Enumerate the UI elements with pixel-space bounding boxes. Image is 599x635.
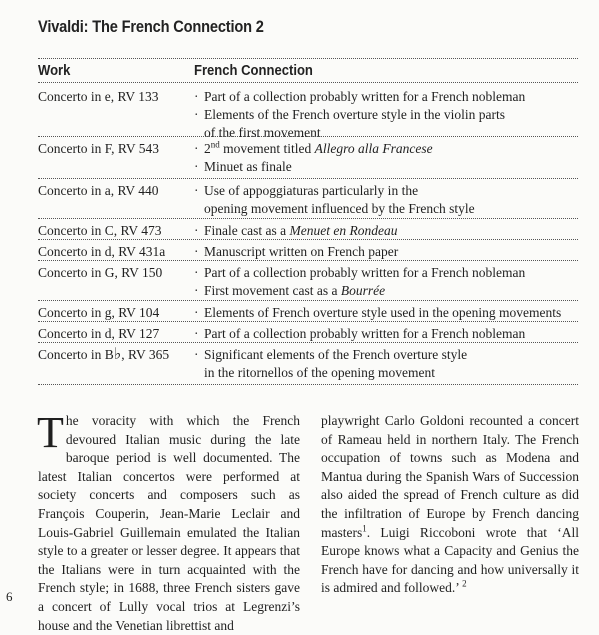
work-cell: Concerto in e, RV 133 xyxy=(38,89,159,104)
page-number: 6 xyxy=(6,589,13,604)
footnote-ref-2: 2 xyxy=(462,578,467,589)
connection-line xyxy=(194,182,578,200)
body-text-col2b: . Luigi Riccoboni wrote that ‘All Europe knows what a Capacity and Genius the French have for dancing and how universally it is admired and followed.’ xyxy=(321,524,579,596)
connection-line xyxy=(194,200,578,218)
bullet-dot: · xyxy=(194,107,199,122)
connection-line xyxy=(194,140,578,158)
work-cell: Concerto in G, RV 150 xyxy=(38,265,163,280)
body-column-1 xyxy=(37,408,300,635)
italic-title: Allegro alla Francese xyxy=(314,141,433,156)
row-divider xyxy=(38,178,578,179)
row-divider xyxy=(38,384,578,385)
bullet-dot: · xyxy=(194,141,199,156)
connection-line xyxy=(194,243,578,261)
connection-text: Manuscript written on French paper xyxy=(204,244,399,259)
work-text: , RV 365 xyxy=(121,347,170,362)
column-header-work: Work xyxy=(38,63,71,79)
row-divider xyxy=(38,239,578,240)
header-rule xyxy=(38,82,578,83)
row-divider xyxy=(38,136,578,137)
bullet-dot: · xyxy=(194,89,199,104)
column-header-french-connection: French Connection xyxy=(194,63,313,79)
connection-line xyxy=(194,364,578,382)
work-cell: Concerto in g, RV 104 xyxy=(38,305,160,320)
row-divider xyxy=(38,342,578,343)
connection-text: Part of a collection probably written for a French nobleman xyxy=(204,265,526,280)
connection-line xyxy=(194,158,578,176)
connection-line xyxy=(194,264,578,282)
bullet-dot: · xyxy=(194,265,199,280)
bullet-dot: · xyxy=(194,326,199,341)
footnote-ref-1: 1 xyxy=(362,523,367,534)
connection-text: Significant elements of the French overture style xyxy=(204,347,468,362)
bullet-dot: · xyxy=(194,183,199,198)
table-top-rule xyxy=(38,58,578,59)
bullet-dot: · xyxy=(194,244,199,259)
drop-cap: T xyxy=(37,408,64,457)
page-title: Vivaldi: The French Connection 2 xyxy=(38,17,264,36)
connection-text: of the first movement xyxy=(204,125,321,140)
work-cell xyxy=(38,346,169,364)
work-cell: Concerto in d, RV 127 xyxy=(38,326,160,341)
ordinal-suffix: nd xyxy=(210,139,220,150)
connection-line xyxy=(194,88,578,106)
french-connection-cell xyxy=(194,222,578,240)
row-divider xyxy=(38,218,578,219)
connection-text: Elements of the French overture style in the violin parts xyxy=(204,107,506,122)
connection-text: Finale cast as a xyxy=(204,223,290,238)
body-text-col1: he voracity with which the French devoured Italian music during the late baroque period is well documented. The latest Italian concertos were performed at society concerts and composers such as François Couperin, Jean-Marie Leclair and Louis-Gabriel Guillemain emulated the Italian style to a greater or lesser degree. It appears that the Italians were in turn acquainted with the French style; in 1688, three French sisters gave a concert of Lully vocal trios at Legrenzi’s house and the Venetian librettist and xyxy=(38,413,300,633)
connection-line xyxy=(194,325,578,343)
french-connection-cell xyxy=(194,243,578,261)
connection-text: First movement cast as a xyxy=(204,283,341,298)
connection-line xyxy=(194,222,578,240)
french-connection-cell xyxy=(194,304,578,322)
french-connection-cell xyxy=(194,140,578,176)
connection-text: movement titled xyxy=(219,141,315,156)
bullet-dot: · xyxy=(194,223,199,238)
row-divider xyxy=(38,300,578,301)
work-cell: Concerto in a, RV 440 xyxy=(38,183,159,198)
work-cell: Concerto in d, RV 431a xyxy=(38,244,166,259)
french-connection-cell xyxy=(194,182,578,218)
bullet-dot: · xyxy=(194,159,199,174)
connection-text: Elements of French overture style used in the opening movements xyxy=(204,305,562,320)
connection-line xyxy=(194,106,578,124)
bullet-dot: · xyxy=(194,305,199,320)
body-column-2 xyxy=(321,412,579,598)
connection-text: Part of a collection probably written for a French nobleman xyxy=(204,89,526,104)
ordinal-number: 2 xyxy=(204,141,211,156)
bullet-dot: · xyxy=(194,347,199,362)
french-connection-cell xyxy=(194,88,578,142)
connection-text: in the ritornellos of the opening movement xyxy=(204,365,435,380)
row-divider xyxy=(38,321,578,322)
french-connection-cell xyxy=(194,346,578,382)
work-text: Concerto in B xyxy=(38,347,114,362)
italic-title: Menuet en Rondeau xyxy=(289,223,398,238)
flat-sign: ♭ xyxy=(113,346,122,363)
connection-line xyxy=(194,346,578,364)
body-text-col2a: playwright Carlo Goldoni recounted a concert of Rameau held in northern Italy. The French occupation of towns such as Modena and Mantua during the Spanish Wars of Succession also aided the spread of French culture as did the infiltration of Europe by French dancing masters xyxy=(321,413,579,540)
work-cell: Concerto in C, RV 473 xyxy=(38,223,162,238)
connection-text: Part of a collection probably written for a French nobleman xyxy=(204,326,526,341)
row-divider xyxy=(38,260,578,261)
french-connection-cell xyxy=(194,325,578,343)
connection-line xyxy=(194,304,578,322)
french-connection-cell xyxy=(194,264,578,300)
italic-title: Bourrée xyxy=(340,283,386,298)
connection-text: Minuet as finale xyxy=(204,159,292,174)
bullet-dot: · xyxy=(194,283,199,298)
work-cell: Concerto in F, RV 543 xyxy=(38,141,159,156)
connection-line xyxy=(194,282,578,300)
connection-text: Use of appoggiaturas particularly in the xyxy=(204,183,419,198)
connection-text: opening movement influenced by the French style xyxy=(204,201,475,216)
